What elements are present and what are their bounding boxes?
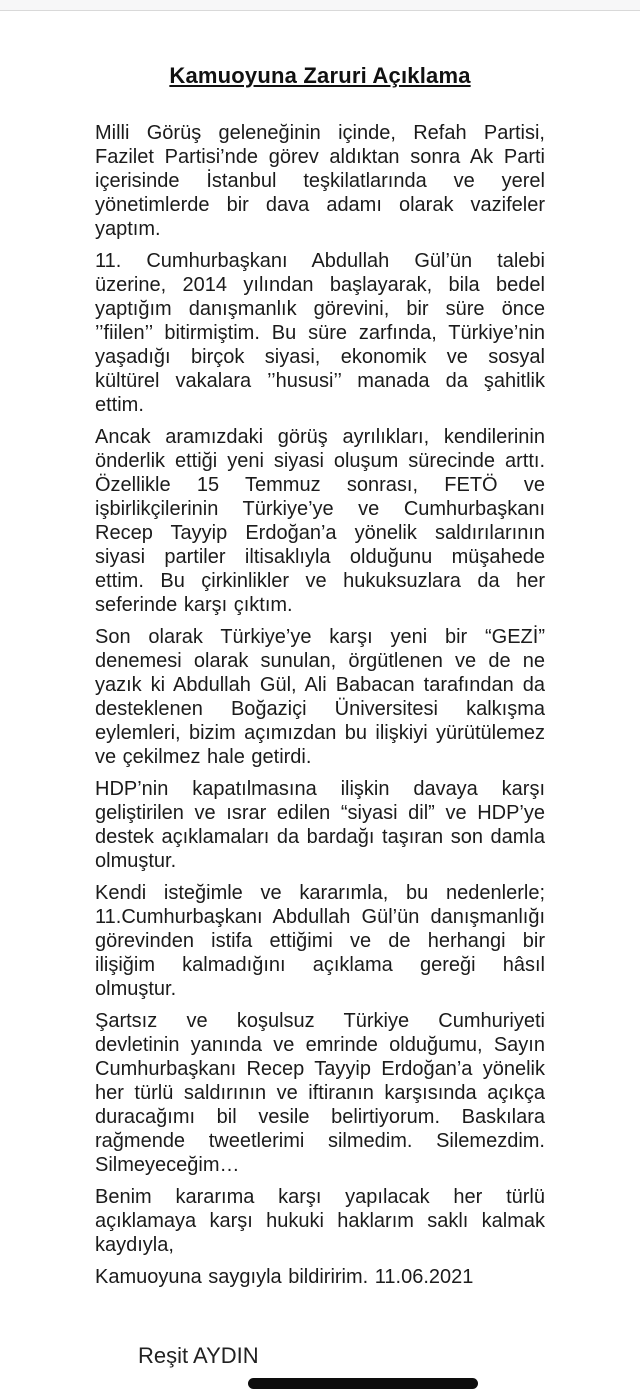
statement-paragraph-4: Son olarak Türkiye’ye karşı yeni bir “GEZİ” denemesi olarak sunulan, örgütlenen ve de ne yazık ki Abdullah Gül, Ali Babacan tarafından da desteklenen Boğaziçi Üniversitesi kalkışma eylemleri, bizim açımızdan bu ilişkiyi yürütülemez ve çekilmez hale getirdi. — [95, 626, 545, 768]
document-title: Kamuoyuna Zaruri Açıklama — [169, 63, 471, 88]
statement-document — [0, 63, 640, 1389]
statement-paragraph-8: Benim kararıma karşı yapılacak her türlü açıklamaya karşı hukuki haklarım saklı kalmak kaydıyla, — [95, 1186, 545, 1256]
statement-paragraph-7: Şartsız ve koşulsuz Türkiye Cumhuriyeti devletinin yanında ve emrinde olduğumu, Sayın Cumhurbaşkanı Recep Tayyip Erdoğan’a yönelik her türlü saldırının ve iftiranın karşısında açıkça duracağımı bil vesile belirtiyorum. Baskılara rağmende tweetlerimi silmedim. Silemezdim. Silmeyeceğim… — [95, 1010, 545, 1176]
statement-paragraph-5: HDP’nin kapatılmasına ilişkin davaya karşı geliştirilen ve ısrar edilen “siyasi dil” ve HDP’ye destek açıklamaları da bardağı taşıran son damla olmuştur. — [95, 778, 545, 872]
signature-block — [95, 1343, 545, 1389]
statement-closing-line: Kamuoyuna saygıyla bildiririm. 11.06.2021 — [95, 1266, 474, 1288]
signature-redaction-bar — [248, 1378, 478, 1389]
statement-paragraph-3: Ancak aramızdaki görüş ayrılıkları, kendilerinin önderlik ettiği yeni siyasi oluşum sürecinde arttı. Özellikle 15 Temmuz sonrası, FETÖ ve işbirlikçilerinin Türkiye’ye ve Cumhurbaşkanı Recep Tayyip Erdoğan’a yönelik saldırılarının siyasi partiler iltisaklıyla olduğunu müşahede ettim. Bu çirkinlikler ve hukuksuzlara da her seferinde karşı çıktım. — [95, 426, 545, 616]
signature-name: Reşit AYDIN — [138, 1343, 259, 1368]
page-top-divider — [0, 0, 640, 11]
statement-paragraph-6: Kendi isteğimle ve kararımla, bu nedenlerle; 11.Cumhurbaşkanı Abdullah Gül’ün danışmanlığı görevinden istifa ettiğimi ve de herhangi bir ilişiğim kalmadığını açıklama gereği hâsıl olmuştur. — [95, 882, 545, 1000]
statement-paragraph-2: 11. Cumhurbaşkanı Abdullah Gül’ün talebi üzerine, 2014 yılından başlayarak, bila bedel yaptığım danışmanlık görevini, bir süre önce ’’fiilen’’ bitirmiştim. Bu süre zarfında, Türkiye’nin yaşadığı birçok siyasi, ekonomik ve sosyal kültürel vakalara ’’hususi’’ manada da şahitlik ettim. — [95, 250, 545, 416]
statement-paragraph-1: Milli Görüş geleneğinin içinde, Refah Partisi, Fazilet Partisi’nde görev aldıktan sonra Ak Parti içerisinde İstanbul teşkilatlarında ve yerel yönetimlerde bir dava adamı olarak vazifeler yaptım. — [95, 122, 545, 240]
